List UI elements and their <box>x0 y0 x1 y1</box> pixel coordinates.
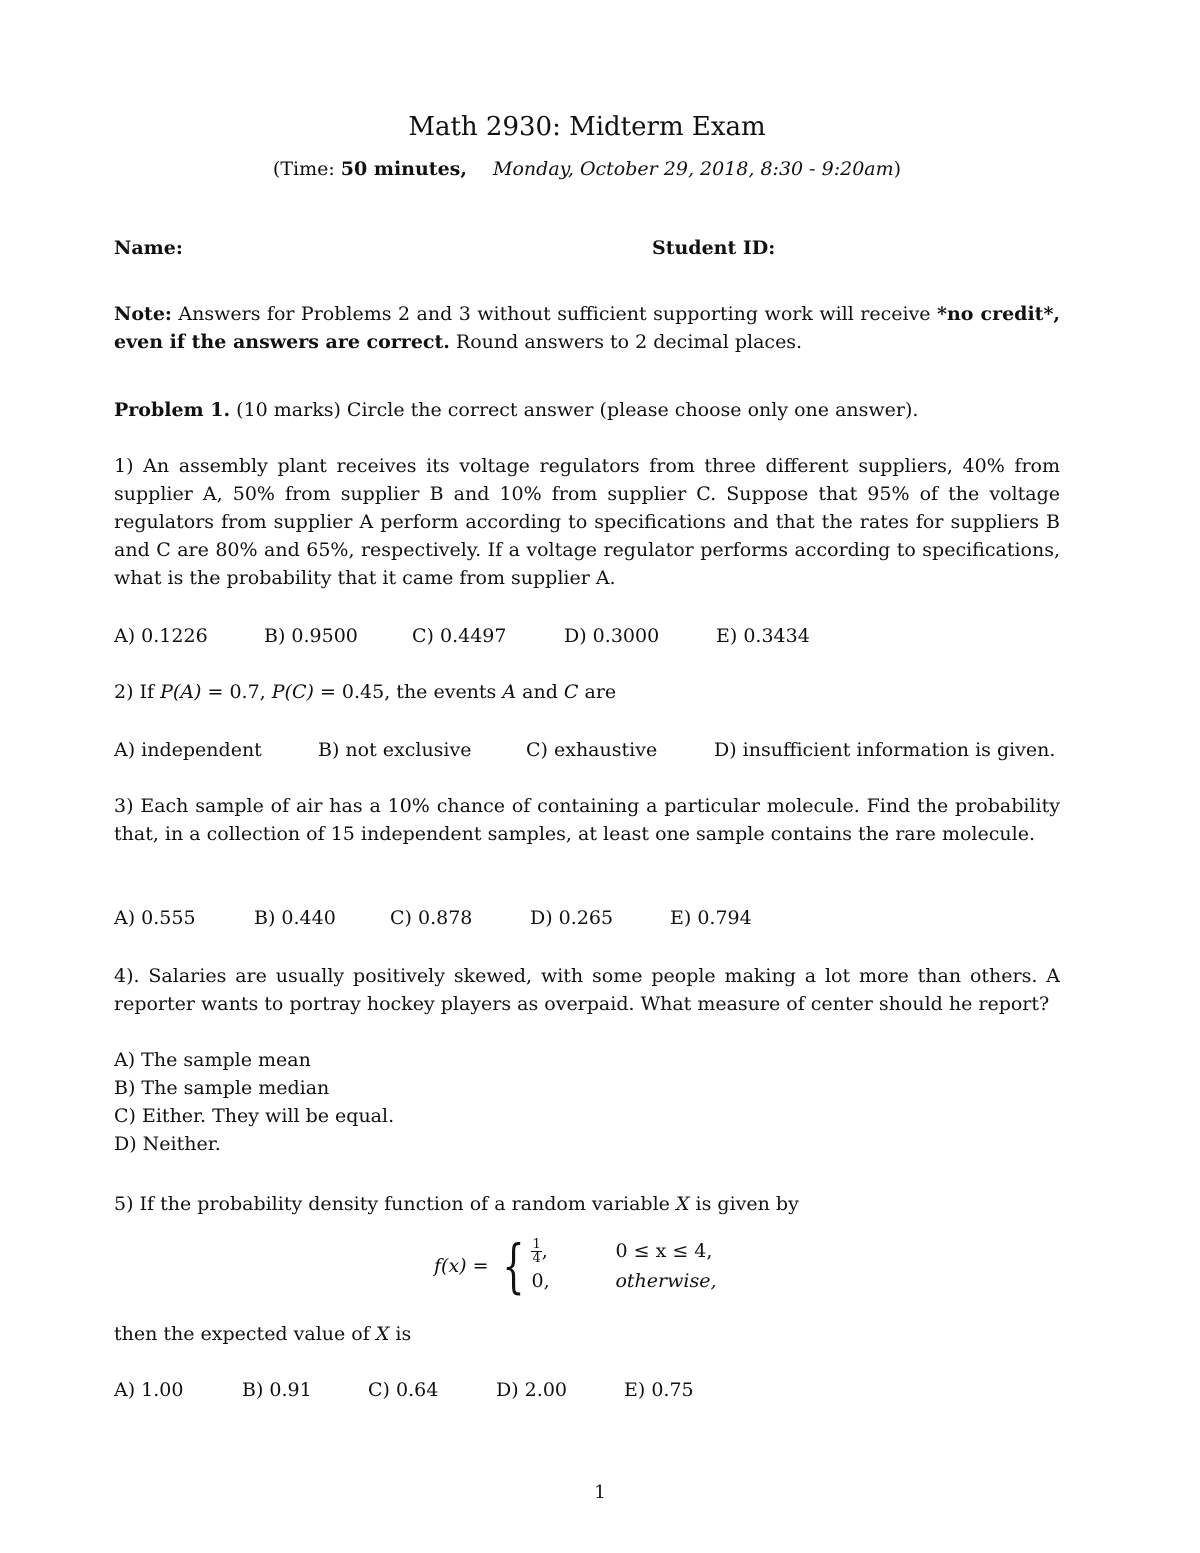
student-id-label: Student ID: <box>652 237 776 259</box>
problem-1-label: Problem 1. <box>114 399 231 421</box>
choice[interactable]: D) 2.00 <box>496 1379 567 1401</box>
problem-1-heading <box>114 396 1060 424</box>
q2-post: are <box>578 681 617 703</box>
fraction <box>531 1238 541 1265</box>
choice[interactable]: A) 0.1226 <box>114 625 208 647</box>
question-2-text <box>114 678 1060 706</box>
question-3-text: 3) Each sample of air has a 10% chance of containing a particular molecule. Find the probability that, in a collection of 15 independent samples, at least one sample contains the rare molecule. <box>114 795 1060 845</box>
pdf-formula <box>434 1234 717 1298</box>
q5-post: is given by <box>689 1193 799 1215</box>
choice[interactable]: C) 0.878 <box>390 907 473 929</box>
name-label: Name: <box>114 237 183 259</box>
q5-then-post: is <box>389 1323 412 1345</box>
choice[interactable]: E) 0.3434 <box>716 625 810 647</box>
choice[interactable]: A) The sample mean <box>114 1049 311 1071</box>
question-1-text: 1) An assembly plant receives its voltage regulators from three different suppliers, 40% from supplier A, 50% from supplier B and 10% from supplier C. Suppose that 95% of the voltage regulators from supplier A perform according to specifications and that the rates for suppliers B and C are 80% and 65%, respectively. If a voltage regulator performs according to specifications, what is the probability that it came from supplier A. <box>114 455 1060 589</box>
question-3-choices <box>114 904 1060 932</box>
question-5-text <box>114 1190 1060 1218</box>
case-1-comma: , <box>541 1239 548 1262</box>
formula-cases <box>531 1237 716 1296</box>
case-2-value: 0, <box>531 1270 550 1293</box>
note-rounding: Round answers to 2 decimal places. <box>449 331 803 353</box>
question-5-choices <box>114 1376 1060 1404</box>
choice[interactable]: D) 0.3000 <box>564 625 660 647</box>
identity-fields <box>114 234 1060 262</box>
page-number: 1 <box>594 1482 606 1503</box>
question-2-choices <box>114 736 1060 764</box>
note-paragraph <box>114 300 1060 356</box>
exam-date: Monday, October 29, 2018, 8:30 - 9:20am <box>493 158 894 180</box>
case-1-value <box>531 1237 615 1266</box>
q5-then-pre: then the expected value of <box>114 1323 376 1345</box>
time-prefix: (Time: <box>272 158 341 180</box>
question-4-text: 4). Salaries are usually positively skewed, with some people making a lot more than others. A reporter wants to portray hockey players as overpaid. What measure of center should he report? <box>114 965 1060 1015</box>
q2-pre: 2) If <box>114 681 161 703</box>
fraction-denominator: 4 <box>532 1251 541 1267</box>
choice[interactable]: B) not exclusive <box>318 739 472 761</box>
q2-c: C <box>563 681 579 703</box>
choice[interactable]: E) 0.794 <box>670 907 752 929</box>
left-brace: { <box>501 1232 525 1300</box>
q2-eq2: = 0.45, the events <box>313 681 503 703</box>
time-duration: 50 minutes, <box>340 158 467 180</box>
q2-pa: P(A) <box>160 681 202 703</box>
choice[interactable]: E) 0.75 <box>624 1379 694 1401</box>
question-5-followup <box>114 1320 1060 1348</box>
note-label: Note: <box>114 303 172 325</box>
choice[interactable]: C) exhaustive <box>526 739 658 761</box>
q2-eq1: = 0.7, <box>201 681 272 703</box>
choice[interactable]: B) The sample median <box>114 1077 330 1099</box>
choice[interactable]: B) 0.91 <box>242 1379 312 1401</box>
formula-lhs: f(x) = <box>434 1255 495 1277</box>
q2-and: and <box>516 681 564 703</box>
fraction-numerator: 1 <box>532 1237 541 1253</box>
q2-pc: P(C) <box>271 681 314 703</box>
exam-page <box>114 0 1060 1553</box>
choice[interactable]: A) independent <box>114 739 262 761</box>
q5-x: X <box>675 1193 690 1215</box>
choice[interactable]: D) 0.265 <box>530 907 614 929</box>
problem-1-instructions: (10 marks) Circle the correct answer (please choose only one answer). <box>230 399 919 421</box>
q5-pre: 5) If the probability density function of a random variable <box>114 1193 676 1215</box>
page-title: Math 2930: Midterm Exam <box>408 112 766 142</box>
q2-a: A <box>502 681 517 703</box>
note-text: Answers for Problems 2 and 3 without sufficient supporting work will receive <box>171 303 938 325</box>
choice[interactable]: D) insufficient information is given. <box>714 739 1056 761</box>
case-1-condition: 0 ≤ x ≤ 4, <box>615 1239 713 1262</box>
question-4-choices <box>114 1046 1060 1158</box>
choice[interactable]: C) 0.4497 <box>412 625 507 647</box>
close-paren: ) <box>893 158 902 180</box>
choice[interactable]: D) Neither. <box>114 1133 221 1155</box>
question-1-choices <box>114 622 1060 650</box>
note-warning: *no credit*, even if the answers are correct. <box>114 303 1060 353</box>
case-2-condition: otherwise, <box>615 1270 717 1293</box>
choice[interactable]: A) 1.00 <box>114 1379 184 1401</box>
exam-time-line <box>114 158 1060 180</box>
choice[interactable]: B) 0.9500 <box>264 625 358 647</box>
choice[interactable]: B) 0.440 <box>254 907 336 929</box>
choice[interactable]: C) Either. They will be equal. <box>114 1105 395 1127</box>
choice[interactable]: C) 0.64 <box>368 1379 439 1401</box>
choice[interactable]: A) 0.555 <box>114 907 196 929</box>
q5-then-x: X <box>375 1323 390 1345</box>
